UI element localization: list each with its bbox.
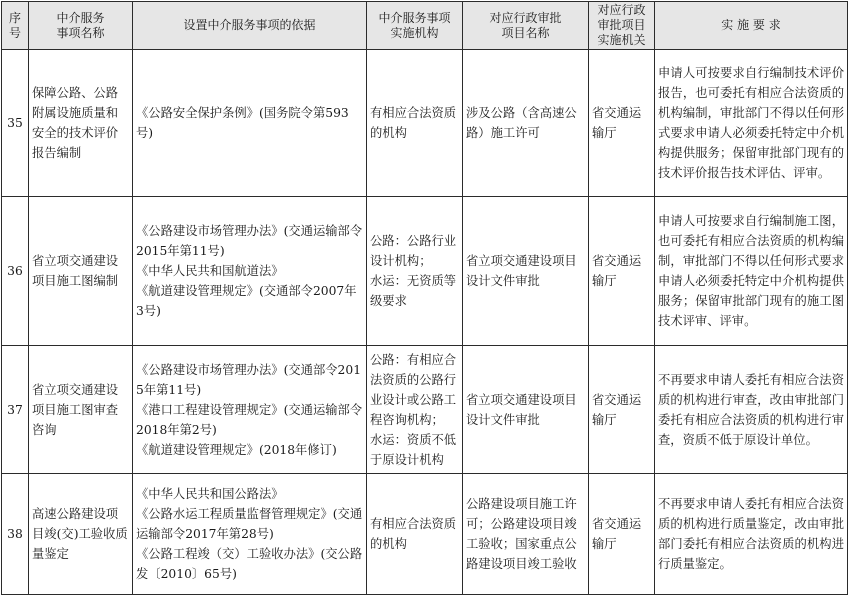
cell-basis: 《公路建设市场管理办法》(交通运输部令2015年第11号) 《中华人民共和国航道法》 《航道建设管理规定》(交通部令2007年3号)	[133, 197, 367, 346]
cell-service-name: 省立项交通建设项目施工图审查咨询	[29, 346, 133, 474]
cell-approval-item: 公路建设项目施工许可；公路建设项目竣工验收；国家重点公路建设项目竣工验收	[463, 474, 589, 595]
cell-implementing-org: 公路：有相应合法资质的公路行业设计或公路工程咨询机构； 水运：资质不低于原设计机构	[367, 346, 463, 474]
cell-approval-item: 涉及公路（含高速公路）施工许可	[463, 50, 589, 197]
cell-no: 38	[2, 474, 29, 595]
cell-approval-org: 省交通运输厅	[589, 474, 655, 595]
cell-no: 36	[2, 197, 29, 346]
cell-basis: 《公路安全保护条例》(国务院令第593号)	[133, 50, 367, 197]
table-row	[2, 474, 848, 595]
table-row	[2, 346, 848, 474]
cell-approval-org: 省交通运输厅	[589, 50, 655, 197]
cell-basis: 《中华人民共和国公路法》 《公路水运工程质量监督管理规定》(交通运输部令2017年第28号) 《公路工程竣（交）工验收办法》(交公路发〔2010〕65号)	[133, 474, 367, 595]
table-row	[2, 197, 848, 346]
cell-approval-item: 省立项交通建设项目设计文件审批	[463, 197, 589, 346]
header-approval-item: 对应行政审批 项目名称	[463, 2, 589, 50]
cell-requirement: 不再要求申请人委托有相应合法资质的机构进行质量鉴定，改由审批部门委托有相应合法资质的机构进行质量鉴定。	[655, 474, 848, 595]
header-no: 序 号	[2, 2, 29, 50]
cell-implementing-org: 公路：公路行业设计机构； 水运：无资质等级要求	[367, 197, 463, 346]
cell-approval-item: 省立项交通建设项目设计文件审批	[463, 346, 589, 474]
table-row	[2, 50, 848, 197]
cell-service-name: 高速公路建设项目竣(交)工验收质量鉴定	[29, 474, 133, 595]
header-row	[2, 2, 848, 50]
cell-service-name: 保障公路、公路附属设施质量和安全的技术评价报告编制	[29, 50, 133, 197]
header-implementing-org: 中介服务事项 实施机构	[367, 2, 463, 50]
cell-service-name: 省立项交通建设项目施工图编制	[29, 197, 133, 346]
cell-implementing-org: 有相应合法资质的机构	[367, 50, 463, 197]
cell-requirement: 申请人可按要求自行编制施工图，也可委托有相应合法资质的机构编制，审批部门不得以任何形式要求申请人必须委托特定中介机构提供服务；保留审批部门现有的施工图技术评审、评审。	[655, 197, 848, 346]
cell-no: 35	[2, 50, 29, 197]
cell-basis: 《公路建设市场管理办法》(交通部令2015年第11号) 《港口工程建设管理规定》(交通运输部令2018年第2号) 《航道建设管理规定》(2018年修订)	[133, 346, 367, 474]
intermediary-services-table	[1, 1, 848, 595]
header-service-name: 中介服务 事项名称	[29, 2, 133, 50]
cell-requirement: 不再要求申请人委托有相应合法资质的机构进行审查，改由审批部门委托有相应合法资质的机构进行审查，资质不低于原设计单位。	[655, 346, 848, 474]
cell-approval-org: 省交通运输厅	[589, 197, 655, 346]
cell-approval-org: 省交通运输厅	[589, 346, 655, 474]
header-basis: 设置中介服务事项的依据	[133, 2, 367, 50]
cell-no: 37	[2, 346, 29, 474]
cell-implementing-org: 有相应合法资质的机构	[367, 474, 463, 595]
header-approval-org: 对应行政 审批项目 实施机关	[589, 2, 655, 50]
header-requirement: 实 施 要 求	[655, 2, 848, 50]
cell-requirement: 申请人可按要求自行编制技术评价报告，也可委托有相应合法资质的机构编制，审批部门不得以任何形式要求申请人必须委托特定中介机构提供服务；保留审批部门现有的技术评价报告技术评估、评审。	[655, 50, 848, 197]
